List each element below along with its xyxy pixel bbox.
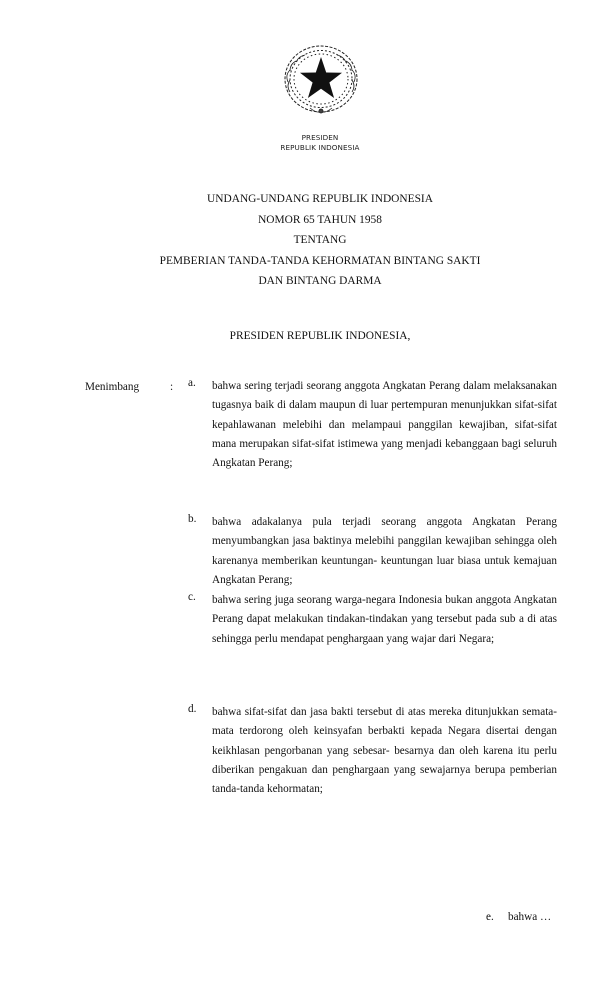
- title-about: TENTANG: [293, 234, 347, 246]
- considering-item-d: [188, 703, 557, 799]
- item-text: bahwa sering juga seorang warga-negara Indonesia bukan anggota Angkatan Perang dapat melakukan tindakan-tindakan yang tersebut pada sub a di atas sehingga perlu mendapat penghargaan yang wajar dari Negara;: [212, 594, 557, 645]
- document-title: [60, 189, 580, 292]
- item-marker: a.: [188, 377, 196, 389]
- considering-item-c: [188, 591, 557, 649]
- item-marker: c.: [188, 591, 196, 603]
- continuation-marker: e.: [486, 911, 494, 923]
- title-subject-line2: DAN BINTANG DARMA: [258, 275, 382, 287]
- page-continuation-catchword: [486, 911, 551, 923]
- considering-item-b: [188, 513, 557, 590]
- considering-colon: :: [170, 381, 174, 393]
- considering-label: Menimbang: [85, 381, 140, 393]
- item-text: bahwa sifat-sifat dan jasa bakti tersebut di atas mereka ditunjukkan semata-mata terdorong oleh keinsyafan berbakti kepada Negara disertai dengan keikhlasan pengorbanan yang sebesar- besarnya dan oleh karena itu perlu diberikan pengakuan dan penghargaan yang sewajarnya berupa pemberian tanda-tanda kehormatan;: [212, 706, 557, 796]
- emblem-caption-president: PRESIDEN: [301, 133, 339, 142]
- continuation-text: bahwa …: [508, 911, 552, 923]
- item-marker: d.: [188, 703, 197, 715]
- considering-item-a: [188, 377, 557, 473]
- item-marker: b.: [188, 513, 197, 525]
- title-subject-line1: PEMBERIAN TANDA-TANDA KEHORMATAN BINTANG SAKTI: [159, 254, 481, 267]
- president-heading: PRESIDEN REPUBLIK INDONESIA,: [229, 330, 411, 342]
- garuda-star-wreath-icon: [280, 42, 362, 118]
- title-number-year: NOMOR 65 TAHUN 1958: [258, 213, 382, 226]
- item-text: bahwa sering terjadi seorang anggota Angkatan Perang dalam melaksanakan tugasnya baik di dalam maupun di luar pertempuran menunjukkan sifat-sifat kepahlawanan melebihi dan melampaui panggilan kewajiban, sifat-sifat mana merupakan sifat-sifat istimewa yang menjadi kebanggaan bagi seluruh Angkatan Perang;: [212, 380, 557, 470]
- emblem-caption-republic: REPUBLIK INDONESIA: [280, 143, 360, 152]
- title-law-type: UNDANG-UNDANG REPUBLIK INDONESIA: [207, 193, 433, 205]
- item-text: bahwa adakalanya pula terjadi seorang anggota Angkatan Perang menyumbangkan jasa baktinya melebihi panggilan kewajiban sehingga oleh karenanya memberikan keuntungan- keuntungan luar biasa untuk kemajuan Angkatan Perang;: [212, 516, 557, 586]
